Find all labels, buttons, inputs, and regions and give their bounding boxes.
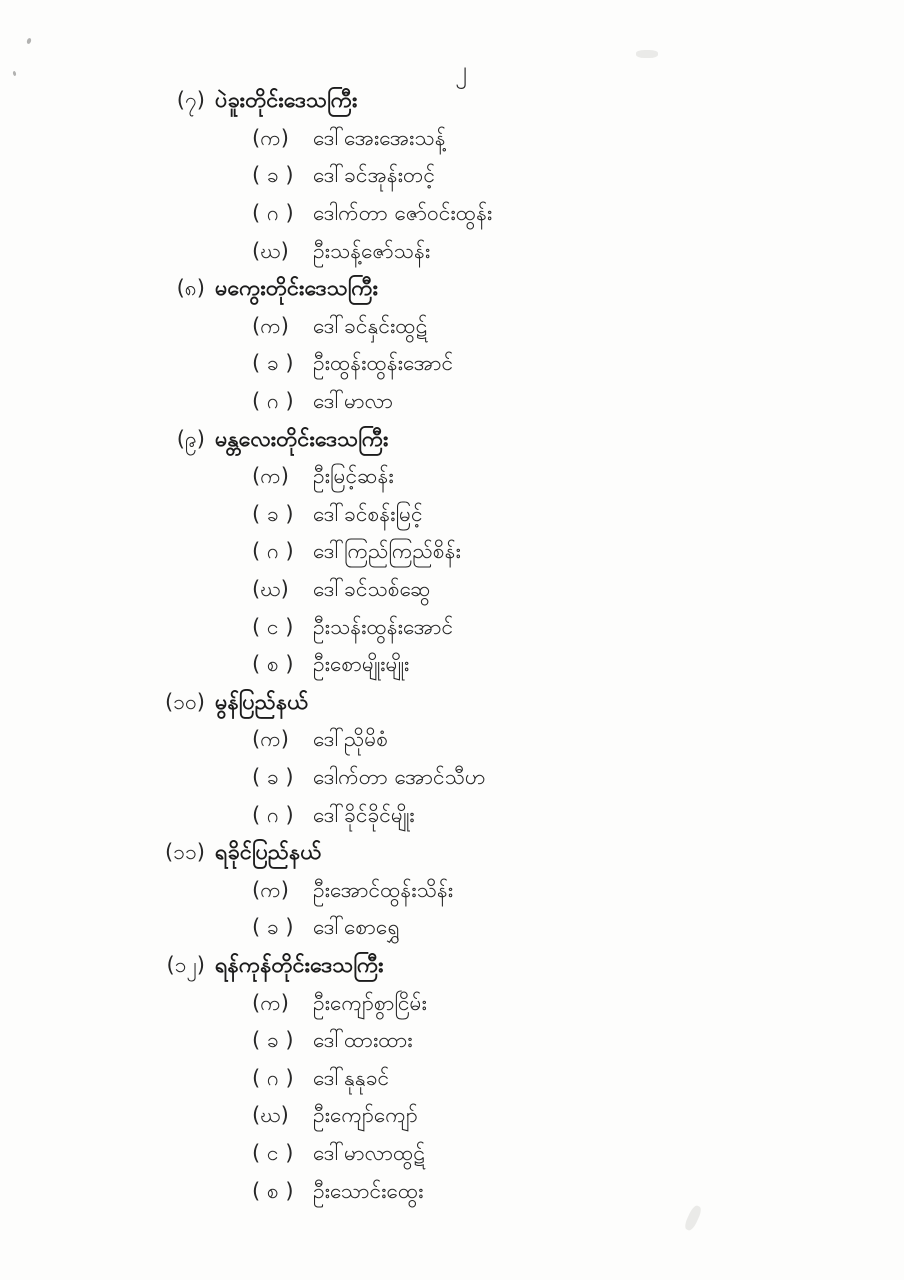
section-header: [0, 84, 904, 122]
member-label: (ဃ): [252, 238, 289, 263]
member-label: ( ခ ): [252, 764, 294, 789]
member-label: (က): [252, 125, 289, 150]
member-label: ( ဂ ): [252, 1065, 294, 1090]
member-name: ဦးစောမျိုးမျိုး: [313, 652, 410, 677]
section-title: ပဲခူးတိုင်းဒေသကြီး: [215, 88, 358, 114]
member-row: [0, 873, 904, 911]
member-label: (က): [252, 313, 289, 338]
member-label: ( ဂ ): [252, 802, 294, 827]
member-label: (ဃ): [252, 577, 289, 602]
member-row: [0, 1174, 904, 1212]
section-number: (၉): [176, 426, 205, 451]
member-row: [0, 911, 904, 949]
member-row: [0, 1061, 904, 1099]
section-title: ရခိုင်ပြည်နယ်: [215, 840, 322, 866]
member-name: ဦးသောင်းထွေး: [313, 1178, 424, 1203]
scan-speck: [12, 71, 16, 77]
member-row: [0, 1099, 904, 1137]
section-number: (၁၀): [164, 689, 205, 714]
member-label: ( ဂ ): [252, 539, 294, 564]
member-name: ဒေါ်အေးအေးသန့်: [313, 125, 446, 150]
member-row: [0, 1024, 904, 1062]
member-row: [0, 610, 904, 648]
member-name: ဒေါ်ခင်စန်းမြင့်: [313, 501, 423, 526]
member-label: ( စ ): [252, 1178, 294, 1203]
member-row: [0, 535, 904, 573]
section-title: မကွေးတိုင်းဒေသကြီး: [215, 276, 379, 302]
member-name: ဒေါက်တာ ဇော်ဝင်းထွန်း: [313, 201, 493, 226]
member-label: ( ဂ ): [252, 201, 294, 226]
section-title: ရန်ကုန်တိုင်းဒေသကြီး: [215, 952, 384, 978]
member-name: ဒေါ်ကြည်ကြည်စိန်း: [313, 539, 461, 564]
member-row: [0, 986, 904, 1024]
member-name: ဒေါ်မာလာထွဋ်: [313, 1140, 425, 1165]
member-name: ဒေါ်နုနုခင်: [313, 1065, 390, 1090]
member-name: ဦးသန်းထွန်းအောင်: [313, 614, 454, 639]
member-row: [0, 159, 904, 197]
section-number: (၇): [176, 88, 205, 113]
member-label: ( ခ ): [252, 351, 294, 376]
member-label: (က): [252, 727, 289, 752]
section-number: (၈): [176, 276, 205, 301]
member-name: ဒေါ်ညိုမိစံ: [313, 727, 389, 752]
section-title: မွန်ပြည်နယ်: [215, 689, 309, 715]
scan-smudge: [636, 50, 658, 58]
member-row: [0, 197, 904, 235]
member-row: [0, 573, 904, 611]
member-label: (က): [252, 990, 289, 1015]
member-label: ( ခ ): [252, 163, 294, 188]
member-label: (က): [252, 464, 289, 489]
member-label: ( စ ): [252, 652, 294, 677]
page-number: ၂: [455, 56, 467, 84]
member-name: ဦးသန့်ဇော်သန်း: [313, 238, 431, 263]
section-number: (၁၁): [164, 840, 205, 865]
list-content: [0, 84, 904, 1212]
member-label: ( ဂ ): [252, 389, 294, 414]
member-name: ဒေါ်ခင်သစ်ဆွေ: [313, 577, 431, 602]
member-row: [0, 798, 904, 836]
member-row: [0, 347, 904, 385]
member-label: (က): [252, 877, 289, 902]
section-title: မန္တလေးတိုင်းဒေသကြီး: [215, 426, 389, 452]
member-name: ဒေါ်ထားထား: [313, 1028, 413, 1053]
section-header: [0, 686, 904, 724]
member-label: ( ခ ): [252, 501, 294, 526]
member-name: ဒေါ်မာလာ: [313, 389, 393, 414]
member-label: ( င ): [252, 1140, 294, 1165]
member-name: ဒေါက်တာ အောင်သီဟ: [313, 764, 486, 789]
member-name: ဒေါ်ခိုင်ခိုင်မျိုး: [313, 802, 415, 827]
member-label: (ဃ): [252, 1103, 289, 1128]
member-row: [0, 1137, 904, 1175]
scan-speck: [26, 37, 32, 44]
member-name: ဦးကျော်စွာငြိမ်း: [313, 990, 427, 1015]
member-row: [0, 385, 904, 423]
member-name: ဦးကျော်ကျော်: [313, 1103, 418, 1128]
member-name: ဦးမြင့်ဆန်း: [313, 464, 394, 489]
member-row: [0, 498, 904, 536]
section-header: [0, 272, 904, 310]
member-label: ( ခ ): [252, 1028, 294, 1053]
member-name: ဦးအောင်ထွန်းသိန်း: [313, 877, 454, 902]
member-row: [0, 460, 904, 498]
member-row: [0, 648, 904, 686]
member-name: ဒေါ်စောရွှေ: [313, 915, 400, 940]
member-name: ဦးထွန်းထွန်းအောင်: [313, 351, 454, 376]
member-row: [0, 723, 904, 761]
section-header: [0, 422, 904, 460]
member-label: ( ခ ): [252, 915, 294, 940]
member-row: [0, 234, 904, 272]
section-number: (၁၂): [166, 952, 205, 977]
member-label: ( င ): [252, 614, 294, 639]
member-row: [0, 310, 904, 348]
member-row: [0, 761, 904, 799]
member-name: ဒေါ်ခင်နှင်းထွဋ်: [313, 313, 428, 338]
section-header: [0, 836, 904, 874]
member-name: ဒေါ်ခင်အုန်းတင့်: [313, 163, 436, 188]
member-row: [0, 122, 904, 160]
section-header: [0, 949, 904, 987]
